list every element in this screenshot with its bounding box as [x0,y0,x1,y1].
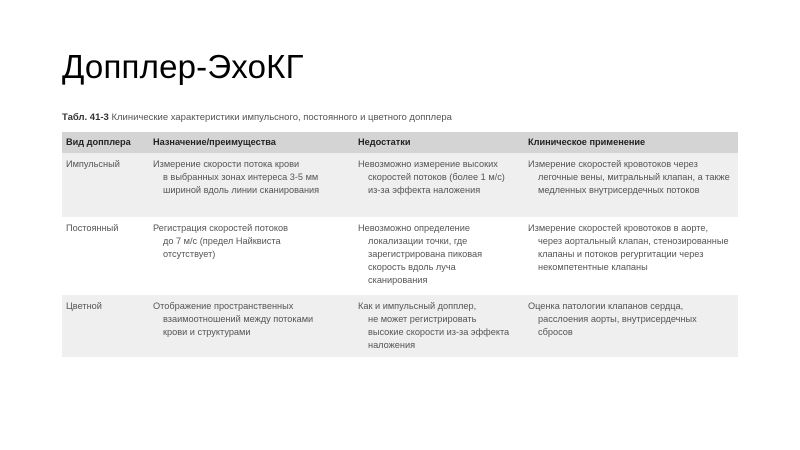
cell-text: Невозможно измерение высоких [358,159,498,169]
table-row [62,295,738,357]
cell-text: сканирования [368,275,428,285]
cell-text: Отображение пространственных [153,301,294,311]
cell-text: локализации точки, где [368,236,468,246]
cell-text: взаимоотношений между потоками [163,314,314,324]
cell-text: крови и структурами [163,327,251,337]
cell-text: Оценка патологии клапанов сердца, [528,301,684,311]
cell-purpose [149,217,354,295]
cell-text: Постоянный [66,223,119,233]
header-type: Вид допплера [62,132,149,153]
cell-text: Цветной [66,301,102,311]
cell-text: зарегистрирована пиковая [368,249,483,259]
cell-text: из-за эффекта наложения [368,185,481,195]
cell-text: высокие скорости из-за эффекта [368,327,510,337]
cell-purpose [149,153,354,217]
cell-text: скоростей потоков (более 1 м/с) [368,172,505,182]
cell-type [62,295,149,357]
caption-label: Табл. 41-3 [62,112,109,123]
cell-text: расслоения аорты, внутрисердечных [538,314,697,324]
cell-text: клапаны и потоков регургитации через [538,249,704,259]
cell-text: до 7 м/с (предел Найквиста [163,236,281,246]
cell-text: отсутствует) [163,249,216,259]
cell-text: Невозможно определение [358,223,470,233]
doppler-table [62,132,738,357]
caption-text: Клинические характеристики импульсного, постоянного и цветного допплера [111,112,452,123]
table-caption [62,112,452,123]
cell-application [524,153,738,217]
cell-text: наложения [368,340,416,350]
header-application: Клиническое применение [524,132,738,153]
cell-text: шириной вдоль линии сканирования [163,185,320,195]
cell-text: легочные вены, митральный клапан, а также [538,172,730,182]
cell-text: в выбранных зонах интереса 3-5 мм [163,172,319,182]
table-header-row [62,132,738,153]
slide-title: Допплер-ЭхоКГ [62,48,304,85]
cell-text: Регистрация скоростей потоков [153,223,289,233]
cell-text: Измерение скоростей кровотоков через [528,159,698,169]
cell-text: сбросов [538,327,573,337]
cell-text: Импульсный [66,159,120,169]
table-row [62,153,738,217]
cell-text: не может регистрировать [368,314,477,324]
cell-drawbacks [354,295,524,357]
cell-text: Измерение скорости потока крови [153,159,300,169]
cell-drawbacks [354,217,524,295]
cell-type [62,217,149,295]
cell-application [524,295,738,357]
table-row [62,217,738,295]
header-purpose: Назначение/преимущества [149,132,354,153]
cell-type [62,153,149,217]
cell-text: медленных внутрисердечных потоков [538,185,700,195]
cell-text: через аортальный клапан, стенозированные [538,236,729,246]
cell-application [524,217,738,295]
cell-text: Как и импульсный допплер, [358,301,477,311]
header-drawbacks: Недостатки [354,132,524,153]
cell-text: скорость вдоль луча [368,262,456,272]
cell-purpose [149,295,354,357]
cell-text: Измерение скоростей кровотоков в аорте, [528,223,708,233]
cell-drawbacks [354,153,524,217]
cell-text: некомпетентные клапаны [538,262,648,272]
